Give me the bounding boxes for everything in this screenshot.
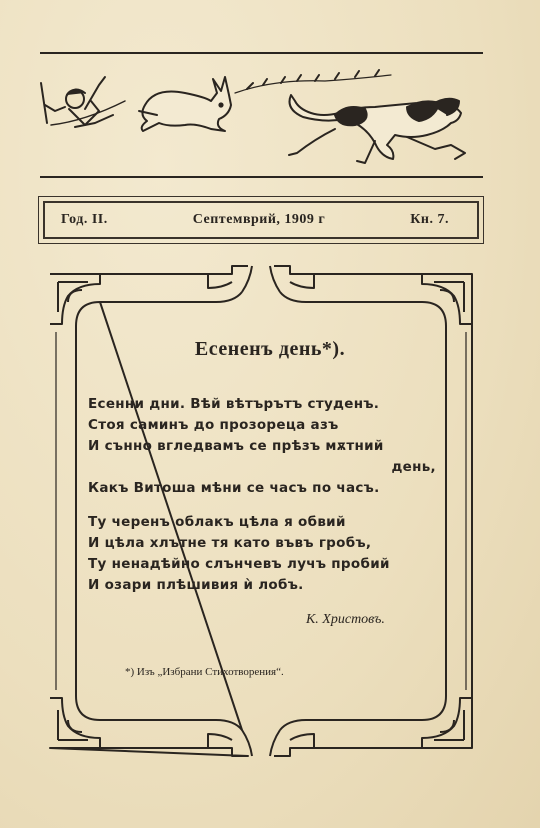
poem-line: Ту ненадѣйно слънчевъ лучъ пробий (88, 556, 390, 572)
poem-line: И сънно вгледвамъ се прѣзъ мѫтний (88, 438, 384, 454)
poem-line: Ту черенъ облакъ цѣла я обвий (88, 514, 346, 530)
masthead-inner (43, 201, 479, 239)
date-label: Септемврий, 1909 г (192, 212, 326, 227)
poem-line: И цѣла хлътне тя като въвъ гробъ, (88, 535, 372, 551)
poem-line: Есенни дни. Вѣй вѣтърътъ студенъ. (88, 396, 380, 412)
masthead-box (38, 196, 484, 244)
boy-figure (41, 77, 125, 127)
footnote: *) Изъ „Избрани Стихотворения“. (125, 666, 284, 678)
poem-line: Стоя саминъ до прозореца азъ (88, 417, 339, 433)
poem-line: день, (391, 459, 436, 475)
year-label: Год. II. (61, 212, 108, 227)
dog-figure (289, 95, 465, 163)
ornamental-frame (38, 262, 484, 760)
author-signature: К. Христовъ. (306, 612, 385, 627)
poem-line: Какъ Витоша мѣни се часъ по часъ. (88, 480, 380, 496)
stanza-1 (88, 394, 436, 499)
poem-line: И озари плѣшивия ѝ лобъ. (88, 577, 304, 593)
hunting-illustration (35, 65, 475, 177)
poem-title: Есененъ день*). (194, 338, 346, 360)
hare-figure (139, 77, 231, 131)
issue-label: Кн. 7. (410, 212, 449, 227)
stanza-2 (88, 512, 436, 596)
top-rule (40, 52, 483, 54)
